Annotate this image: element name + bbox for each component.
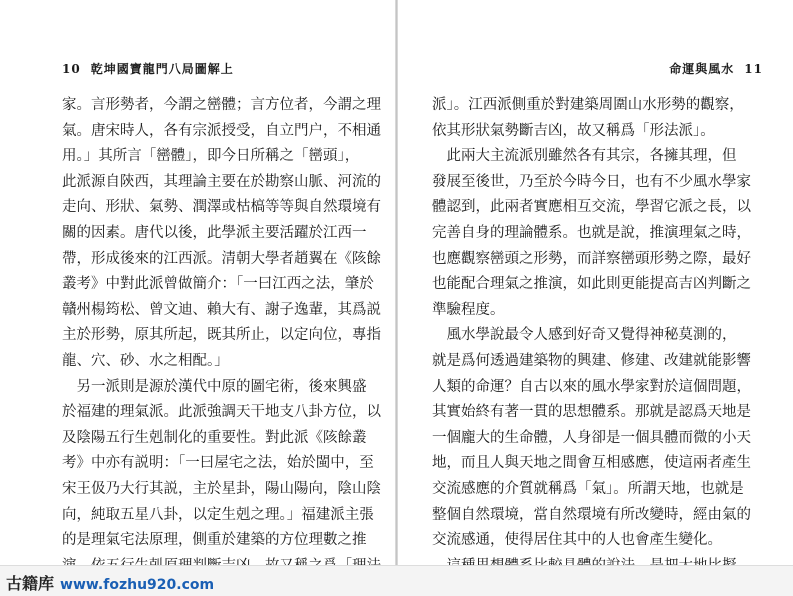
text-line: 及陰陽五行生剋制化的重要性。對此派《陔餘叢 [62,429,367,446]
text-line: 發展至後世，乃至於今時今日，也有不少風水學家 [432,173,751,190]
text-line: 也能配合理氣之推演，如此則更能提高吉凶判斷之 [432,276,751,293]
text-line: 用。」其所言「巒體」，即今日所稱之「巒頭」， [62,148,360,165]
text-line: 依其形狀氣勢斷吉凶，故又稱爲「形法派」。 [432,122,715,139]
text-line: 此兩大主流派別雖然各有其宗，各擁其理，但 [432,148,737,165]
text-line: 其實始終有著一貫的思想體系。那就是認爲天地是 [432,404,751,421]
text-line: 完善自身的理論體系。也就是說，推演理氣之時， [432,224,751,241]
text-line: 另一派則是源於漢代中原的圖宅術，後來興盛 [62,378,367,395]
text-line: 家。言形勢者，今謂之巒體；言方位者，今謂之理 [62,97,381,113]
text-line: 人類的命運？自古以來的風水學家對於這個問題， [432,378,751,395]
left-page-body [62,93,380,579]
left-page-number: 10 [62,62,81,76]
text-line: 贛州楊筠松、曾文迪、賴大有、謝子逸輩，其爲説 [62,301,381,318]
text-line: 走向、形狀、氣勢、潤澤或枯槁等等與自然環境有 [62,199,381,216]
watermark [6,571,214,594]
text-line: 一個龐大的生命體，人身卻是一個具體而微的小天 [432,429,751,446]
text-line: 帶，形成後來的江西派。清朝大學者趙翼在《陔餘 [62,250,381,267]
left-page-header [62,60,234,77]
text-line: 考》中亦有説明：「一曰屋宅之法，始於閩中，至 [62,455,374,472]
text-line: 地，而且人與天地之間會互相感應，使這兩者產生 [432,455,751,472]
text-line: 於福建的理氣派。此派強調天干地支八卦方位，以 [62,404,381,421]
text-line: 就是爲何透過建築物的興建、修建、改建就能影響 [432,352,751,369]
text-line: 關的因素。唐代以後，此學派主要活躍於江西一 [62,224,367,241]
text-line: 也應觀察巒頭之形勢，而詳察巒頭形勢之際，最好 [432,250,751,267]
text-line: 叢考》中對此派曾做簡介：「一曰江西之法，肇於 [62,276,374,293]
right-running-title: 命運與風水 [669,62,735,76]
text-line: 氣。唐宋時人，各有宗派授受，自立門户，不相通 [62,122,381,139]
text-line: 派」。江西派側重於對建築周圍山水形勢的觀察， [432,97,744,113]
text-line: 此派源自陝西，其理論主要在於勘察山脈、河流的 [62,173,381,190]
text-line: 風水學說最令人感到好奇又覺得神秘莫測的， [432,327,737,344]
text-line: 龍、穴、砂、水之相配。」 [62,352,229,369]
text-line: 體認到，此兩者實應相互交流，學習它派之長，以 [432,199,751,216]
watermark-site-name: 古籍库 [6,574,55,593]
text-line: 的是理氣宅法原理，側重於建築的方位理數之推 [62,532,367,549]
text-line: 向，純取五星八卦，以定生剋之理。」福建派主張 [62,506,374,523]
right-page-body [432,93,764,579]
left-page [0,0,396,565]
text-line: 主於形勢，原其所起，既其所止，以定向位，專指 [62,327,381,344]
text-line: 交流感應的介質就稱爲「氣」。所謂天地，也就是 [432,480,744,497]
watermark-url: www.fozhu920.com [60,577,215,593]
left-running-title: 乾坤國寶龍門八局圖解上 [90,62,234,76]
right-page [397,0,793,565]
text-line: 準驗程度。 [432,301,505,318]
right-page-header [669,60,763,77]
text-line: 整個自然環境，當自然環境有所改變時，經由氣的 [432,506,751,523]
text-line: 交流感通，使得居住其中的人也會產生變化。 [432,532,722,549]
watermark-bar [0,565,793,596]
text-line: 宋王伋乃大行其説，主於星卦，陽山陽向，陰山陰 [62,480,381,497]
right-page-number: 11 [744,62,763,76]
